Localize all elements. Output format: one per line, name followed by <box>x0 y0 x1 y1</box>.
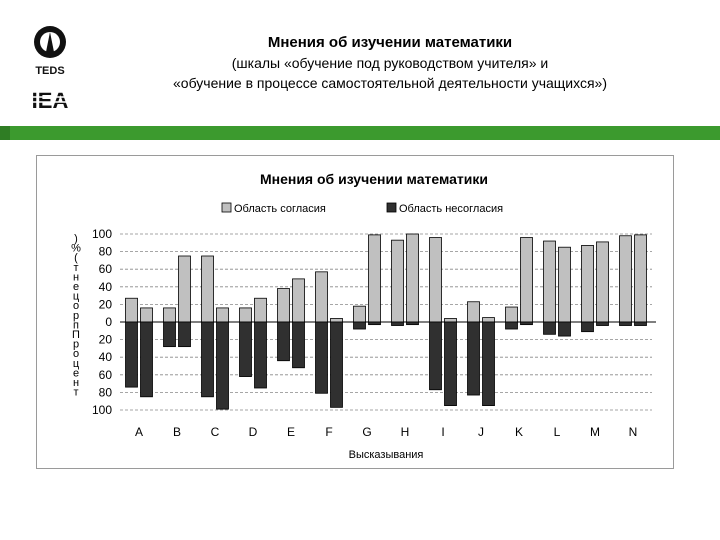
bar-agree <box>468 302 480 322</box>
y-tick-label: 40 <box>98 279 112 294</box>
bar-disagree <box>483 322 495 406</box>
y-tick-label: 20 <box>98 332 112 347</box>
x-tick-label: C <box>210 425 220 439</box>
bar-agree <box>445 318 457 322</box>
y-axis-label-char: о <box>72 348 80 361</box>
bar-agree <box>544 241 556 322</box>
x-tick-label: I <box>441 425 445 439</box>
bar-disagree <box>179 322 191 347</box>
y-axis-label-char: н <box>72 271 80 284</box>
x-tick-label: D <box>248 425 258 439</box>
x-tick-label: A <box>134 425 144 439</box>
bar-disagree <box>544 322 556 334</box>
bar-disagree <box>559 322 571 336</box>
chart-title: Мнения об изучении математики <box>259 171 489 187</box>
y-axis-label-char: е <box>72 281 80 293</box>
y-tick-label: 60 <box>98 367 112 382</box>
legend-label-disagree: Область несогласия <box>399 203 504 215</box>
x-tick-label: M <box>590 425 600 439</box>
y-tick-label: 0 <box>105 315 112 329</box>
bar-disagree <box>240 322 252 377</box>
legend-label-agree: Область согласия <box>234 203 326 215</box>
x-tick-label: N <box>628 425 638 439</box>
bar-agree <box>240 308 252 322</box>
bar-agree <box>164 308 176 322</box>
gridlines <box>120 234 656 410</box>
y-tick-label: 100 <box>91 403 112 417</box>
y-axis-label-char: е <box>72 367 80 380</box>
bar-agree <box>559 247 571 322</box>
x-tick-label: F <box>325 425 333 439</box>
x-tick-label: G <box>362 425 372 439</box>
bar-agree <box>354 306 366 322</box>
bar-disagree <box>354 322 366 329</box>
bar-agree <box>179 256 191 322</box>
bar-disagree <box>506 322 518 329</box>
bar-agree <box>392 240 404 322</box>
y-axis-label-char: ( <box>74 252 78 265</box>
x-tick-label: L <box>553 425 561 439</box>
x-tick-label: B <box>172 425 182 439</box>
y-axis-label-char: р <box>72 338 80 351</box>
bar-disagree <box>468 322 480 395</box>
bar-agree <box>582 245 594 322</box>
bar-agree <box>620 236 632 322</box>
bar-disagree <box>521 322 533 325</box>
bar-disagree <box>126 322 138 387</box>
y-tick-label: 80 <box>98 385 112 400</box>
bar-disagree <box>293 322 305 368</box>
y-axis-label-char: П <box>72 329 80 341</box>
bar-disagree <box>582 322 594 332</box>
y-axis-label-char: ц <box>72 357 80 370</box>
teds-logo-text: TEDS <box>35 65 65 77</box>
legend-swatch-disagree <box>387 203 396 212</box>
y-tick-label: 60 <box>98 262 112 277</box>
bar-disagree <box>620 322 632 326</box>
bar-agree <box>483 318 495 322</box>
bar-agree <box>407 234 419 322</box>
bar-disagree <box>635 322 647 326</box>
bar-agree <box>255 298 267 322</box>
bar-disagree <box>141 322 153 397</box>
iea-logo-text: IEA <box>31 88 69 113</box>
y-axis-label-char: т <box>73 386 79 399</box>
y-axis-label-char: п <box>73 319 79 332</box>
bar-agree <box>278 289 290 322</box>
bar-disagree <box>316 322 328 393</box>
y-tick-label: 40 <box>98 350 112 365</box>
x-tick-label: K <box>514 425 524 439</box>
bar-agree <box>369 235 381 322</box>
y-tick-label: 80 <box>98 244 112 259</box>
bar-disagree <box>407 322 419 325</box>
x-tick-label: E <box>286 425 296 439</box>
y-axis-label-char: ) <box>74 233 78 245</box>
bar-disagree <box>202 322 214 397</box>
y-axis-label-char: т <box>73 261 79 274</box>
bar-disagree <box>445 322 457 406</box>
x-tick-label: H <box>400 425 410 439</box>
slide-subtitle-line2: «обучение в процессе самостоятельной деятельности учащихся») <box>173 75 607 91</box>
legend-swatch-agree <box>222 203 231 212</box>
y-axis-label-char: % <box>71 242 81 255</box>
bar-agree <box>597 242 609 322</box>
x-tick-label: J <box>478 425 484 439</box>
bar-agree <box>217 308 229 322</box>
bar-disagree <box>392 322 404 326</box>
bar-disagree <box>278 322 290 361</box>
bar-disagree <box>217 322 229 409</box>
bar-agree <box>293 279 305 322</box>
bar-disagree <box>255 322 267 388</box>
x-axis-label: Высказывания <box>348 449 424 461</box>
bar-agree <box>635 235 647 322</box>
slide-subtitle-line1: (шкалы «обучение под руководством учителя» и <box>231 55 549 71</box>
y-axis-label-char: ц <box>72 290 80 303</box>
bar-agree <box>506 307 518 322</box>
y-axis-label-char: о <box>72 300 80 313</box>
bar-agree <box>331 318 343 322</box>
bar-disagree <box>430 322 442 390</box>
bar-disagree <box>369 322 381 325</box>
y-tick-label: 100 <box>91 227 112 241</box>
y-axis-label-char: н <box>72 377 80 389</box>
bar-agree <box>202 256 214 322</box>
bar-disagree <box>164 322 176 347</box>
bar-agree <box>141 308 153 322</box>
y-tick-label: 20 <box>98 297 112 312</box>
y-axis-label-char: р <box>72 309 80 322</box>
bar-agree <box>430 238 442 322</box>
bar-disagree <box>597 322 609 326</box>
bar-agree <box>316 272 328 322</box>
bar-agree <box>126 298 138 322</box>
bar-agree <box>521 238 533 322</box>
bar-disagree <box>331 322 343 407</box>
slide-title: Мнения об изучении математики <box>267 34 513 51</box>
